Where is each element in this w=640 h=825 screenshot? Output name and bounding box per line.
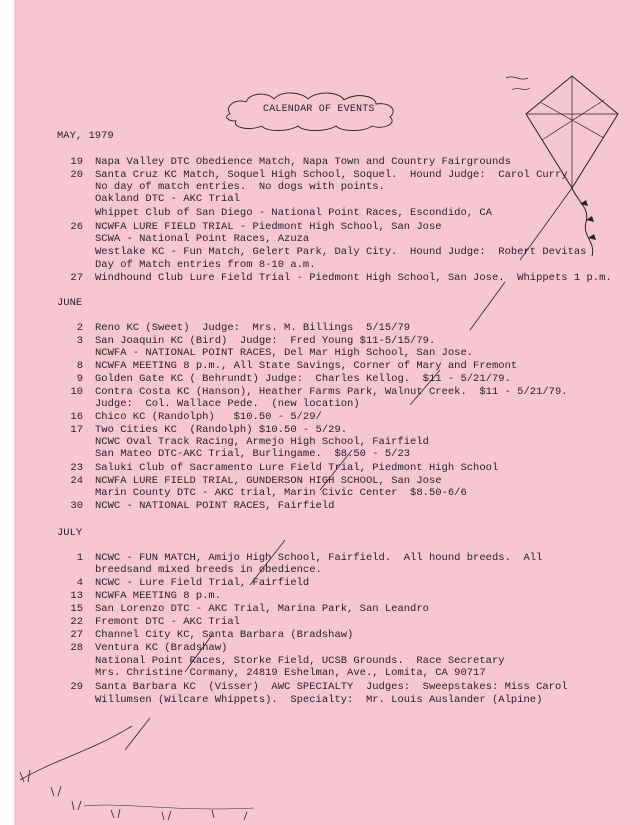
event-text: Santa Barbara KC (Visser) AWC SPECIALTY Judges: Sweepstakes: Miss Carol: [95, 681, 568, 693]
event-text: Willumsen (Wilcare Whippets). Specialty: Mr. Louis Auslander (Alpine): [95, 694, 543, 706]
event-text: Ventura KC (Bradshaw): [95, 642, 228, 654]
event-text: Saluki Club of Sacramento Lure Field Trial, Piedmont High School: [95, 462, 499, 474]
event-text: NCWC - Lure Field Trial, Fairfield: [95, 577, 310, 589]
event-text: NCWFA MEETING 8 p.m., All State Savings, Corner of Mary and Fremont: [95, 360, 518, 372]
event-day: 15: [70, 603, 83, 615]
event-day: 20: [70, 169, 83, 181]
event-text: NCWFA LURE FIELD TRIAL - Piedmont High School, San Jose: [95, 221, 442, 233]
may-month-label: MAY, 1979: [57, 130, 114, 142]
event-text: Windhound Club Lure Field Trial - Piedmont High School, San Jose. Whippets 1 p.m.: [95, 272, 612, 284]
event-text: Napa Valley DTC Obedience Match, Napa Town and Country Fairgrounds: [95, 156, 511, 168]
event-text: San Joaquin KC (Bird) Judge: Fred Young $11-5/15/79.: [95, 335, 436, 347]
event-text: Contra Costa KC (Hanson), Heather Farms Park, Walnut Creek. $11 - 5/21/79.: [95, 386, 568, 398]
event-text: Day of Match entries from 8-10 a.m.: [95, 259, 316, 271]
event-text: Santa Cruz KC Match, Soquel High School, Soquel. Hound Judge: Carol Curry: [95, 169, 568, 181]
event-day: 26: [70, 221, 83, 233]
event-day: 3: [76, 335, 83, 347]
july-month-label: JULY: [57, 527, 83, 539]
event-day: 23: [70, 462, 83, 474]
event-day: 27: [70, 272, 83, 284]
event-day: 29: [70, 681, 83, 693]
june-month-label: JUNE: [57, 297, 83, 309]
event-text: Reno KC (Sweet) Judge: Mrs. M. Billings 5/15/79: [95, 322, 411, 334]
event-day: 16: [70, 411, 83, 423]
event-text: San Lorenzo DTC - AKC Trial, Marina Park, San Leandro: [95, 603, 429, 615]
event-day: 24: [70, 475, 83, 487]
event-text: Oakland DTC - AKC Trial: [95, 193, 240, 205]
event-text: Whippet Club of San Diego - National Point Races, Escondido, CA: [95, 207, 492, 219]
event-day: 13: [70, 590, 83, 602]
event-text: NCWC - FUN MATCH, Amijo High School, Fairfield. All hound breeds. All: [95, 552, 543, 564]
list-item: [0, 681, 568, 737]
event-day: 30: [70, 500, 83, 512]
event-text: Channel City KC, Santa Barbara (Bradshaw): [95, 629, 354, 641]
event-day: 17: [70, 424, 83, 436]
event-text: SCWA - National Point Races, Azuza: [95, 233, 310, 245]
event-text: NCWFA - NATIONAL POINT RACES, Del Mar High School, San Jose.: [95, 347, 474, 359]
event-text: NCWC - NATIONAL POINT RACES, Fairfield: [95, 500, 335, 512]
event-text: Mrs. Christine Cormany, 24819 Eshelman, Ave., Lomita, CA 90717: [95, 667, 486, 679]
event-text: Two Cities KC (Randolph) $10.50 - 5/29.: [95, 424, 348, 436]
event-text: NCWFA LURE FIELD TRIAL, GUNDERSON HIGH SCHOOL, San Jose: [95, 475, 442, 487]
event-day: 1: [76, 552, 83, 564]
event-day: 4: [76, 577, 83, 589]
event-day: 8: [76, 360, 83, 372]
grass-drawing: [14, 720, 274, 825]
event-text: breedsand mixed breeds in obedience.: [95, 564, 322, 576]
event-day: 2: [76, 322, 83, 334]
event-text: Chico KC (Randolph) $10.50 - 5/29/: [95, 411, 322, 423]
event-day: 28: [70, 642, 83, 654]
event-day: 9: [76, 373, 83, 385]
event-text: NCWFA MEETING 8 p.m.: [95, 590, 222, 602]
event-day: 22: [70, 616, 83, 628]
event-text: Westlake KC - Fun Match, Gelert Park, Daly City. Hound Judge: Robert Devitas: [95, 246, 587, 258]
event-day: 27: [70, 629, 83, 641]
event-day: 10: [70, 386, 83, 398]
event-day: 19: [70, 156, 83, 168]
event-text: Fremont DTC - AKC Trial: [95, 616, 240, 628]
event-text: Marin County DTC - AKC trial, Marin Civic Center $8.50-6/6: [95, 487, 467, 499]
event-text: San Mateo DTC-AKC Trial, Burlingame. $8.50 - 5/23: [95, 448, 411, 460]
event-text: NCWC Oval Track Racing, Armejo High School, Fairfield: [95, 436, 429, 448]
event-text: National Point Races, Storke Field, UCSB Grounds. Race Secretary: [95, 655, 505, 667]
event-text: Judge: Col. Wallace Pede. (new location): [95, 398, 360, 410]
event-text: Golden Gate KC ( Behrundt) Judge: Charles Kellog. $11 - 5/21/79.: [95, 373, 511, 385]
event-text: No day of match entries. No dogs with points.: [95, 181, 385, 193]
page-title: CALENDAR OF EVENTS: [263, 104, 375, 115]
